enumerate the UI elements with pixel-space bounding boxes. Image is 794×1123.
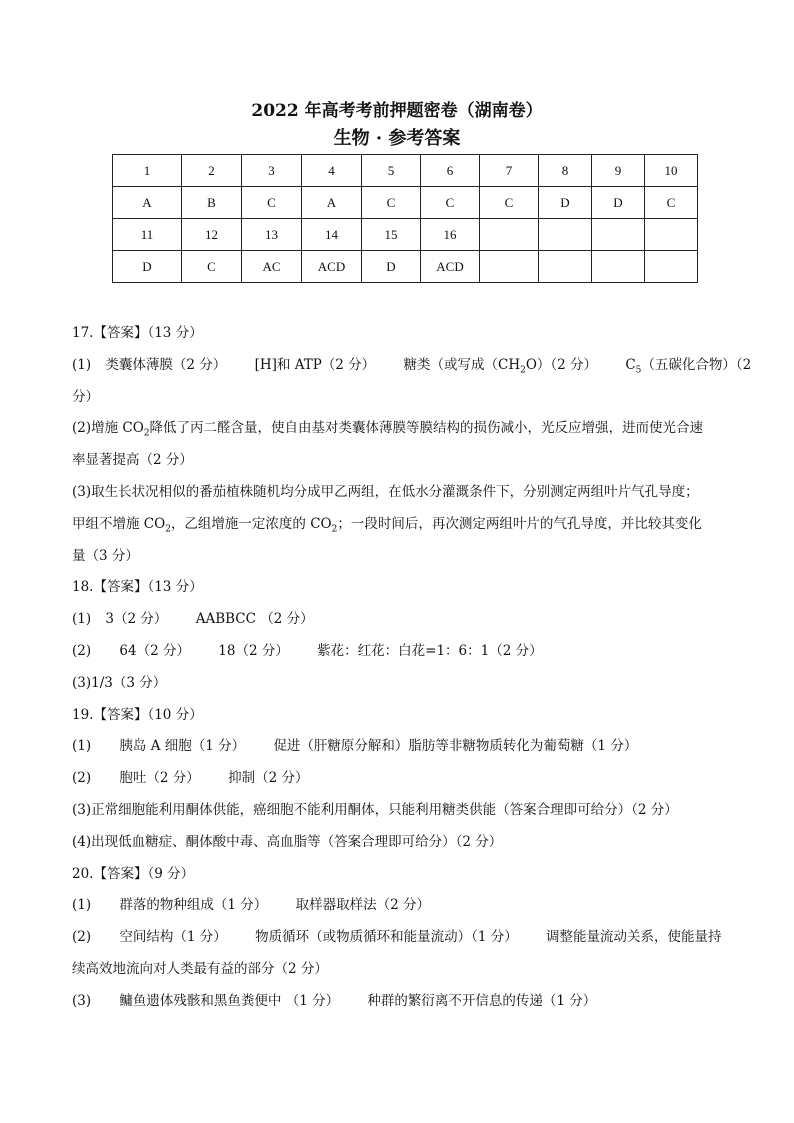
- q19-part1: [72, 731, 722, 763]
- q20-part2: [72, 922, 722, 954]
- answer-text: 类囊体薄膜（2 分）: [105, 356, 227, 373]
- answer-table-cell: A: [302, 187, 362, 219]
- q17-part3-cont: [72, 509, 722, 541]
- q18-part2: [72, 636, 722, 668]
- q17-part3: (3)取生长状况相似的番茄植株随机均分成甲乙两组，在低水分灌溉条件下，分别测定两组叶片气孔导度；: [72, 483, 699, 500]
- q19-part4: (4)出现低血糖症、酮体酸中毒、高血脂等（答案合理即可给分）（2 分）: [72, 833, 503, 850]
- answer-text: 空间结构（1 分）: [119, 929, 227, 946]
- answer-table-cell: 10: [645, 155, 698, 187]
- answer-table-cell: [480, 219, 539, 251]
- answer-text: 甲组不增施 CO: [72, 515, 166, 532]
- part-number: (2): [72, 770, 92, 787]
- q17-heading: 17.【答案】（13 分）: [72, 325, 203, 341]
- answer-table-cell: C: [362, 187, 421, 219]
- answer-text: C: [625, 356, 636, 373]
- subscript: 2: [165, 524, 171, 535]
- answer-table-cell: B: [182, 187, 242, 219]
- answer-text: 糖类（或写成（CH: [403, 356, 521, 373]
- answer-text: 降低了丙二醛含量，使自由基对类囊体薄膜等膜结构的损伤减小，光反应增强，进而使光合速: [149, 420, 704, 437]
- q17-part1: [72, 350, 752, 382]
- answer-text: 群落的物种组成（1 分）: [119, 897, 268, 914]
- q20-part3: [72, 986, 722, 1018]
- answer-table-cell: ACD: [302, 251, 362, 283]
- answer-table-cell: 3: [242, 155, 302, 187]
- answer-table-cell: 4: [302, 155, 362, 187]
- q20-part1: [72, 890, 722, 922]
- answer-table-cell: [592, 219, 645, 251]
- answer-text: 调整能量流动关系，使能量持: [546, 929, 722, 946]
- answer-text: 促进（肝糖原分解和）脂肪等非糖物质转化为葡萄糖（1 分）: [273, 738, 638, 755]
- answer-table: [112, 154, 698, 283]
- q19-part3: (3)正常细胞能利用酮体供能，癌细胞不能利用酮体，只能利用糖类供能（答案合理即可给分）（2 分）: [72, 801, 678, 818]
- q18-part1: [72, 604, 722, 636]
- answer-table-cell: D: [362, 251, 421, 283]
- answer-table-cell: ACD: [421, 251, 480, 283]
- q20-part2-cont: 续高效地流向对人类最有益的部分（2 分）: [72, 960, 328, 977]
- answer-text: 胰岛 A 细胞（1 分）: [119, 738, 246, 755]
- subscript: 2: [143, 429, 150, 440]
- q17-part2-cont: 率显著提高（2 分）: [72, 452, 193, 469]
- answer-table-cell: [592, 251, 645, 283]
- answer-table-cell: 11: [113, 219, 182, 251]
- answer-text: AABBCC （2 分）: [195, 611, 314, 628]
- answer-text: 物质循环（或物质循环和能量流动）（1 分）: [255, 929, 518, 946]
- part-number: (3): [72, 992, 92, 1009]
- answer-table-row: [113, 251, 698, 283]
- q17-part2: [72, 413, 722, 445]
- answer-table-cell: 8: [539, 155, 592, 187]
- answer-table-cell: 13: [242, 219, 302, 251]
- answer-text: [H]和 ATP（2 分）: [254, 356, 376, 373]
- page-subtitle: 生物 · 参考答案: [333, 128, 461, 149]
- q19-part2: [72, 763, 722, 795]
- answer-text: 抑制（2 分）: [228, 770, 309, 787]
- answer-table-cell: 6: [421, 155, 480, 187]
- answer-text: ；一段时间后，再次测定两组叶片的气孔导度，并比较其变化: [337, 515, 702, 532]
- answer-table-cell: C: [480, 187, 539, 219]
- answer-table-cell: [480, 251, 539, 283]
- subscript: 2: [331, 524, 338, 535]
- answer-text: 64（2 分）: [119, 642, 190, 659]
- q19-heading: 19.【答案】（10 分）: [72, 706, 203, 723]
- answer-table-cell: 14: [302, 219, 362, 251]
- part-number: (1): [72, 738, 92, 755]
- subscript: 2: [520, 365, 526, 376]
- part-number: (2): [72, 642, 92, 659]
- answer-table-cell: AC: [242, 251, 302, 283]
- answer-text: ，乙组增施一定浓度的 CO: [170, 515, 332, 532]
- answer-text: O）（2 分）: [525, 356, 598, 373]
- answer-text: 取样器取样法（2 分）: [295, 897, 430, 914]
- answer-table-cell: 15: [362, 219, 421, 251]
- q18-heading: 18.【答案】（13 分）: [72, 579, 203, 596]
- answer-text: （五碳化合物）（2: [641, 356, 752, 373]
- answer-text: 种群的繁衍离不开信息的传递（1 分）: [367, 992, 597, 1009]
- answer-table-row: [113, 187, 698, 219]
- answer-table-cell: [645, 219, 698, 251]
- answer-table-cell: 12: [182, 219, 242, 251]
- part-number: (2): [72, 929, 92, 946]
- part-number: (1): [72, 897, 92, 914]
- answer-table-cell: D: [539, 187, 592, 219]
- answer-text: 3（2 分）: [105, 611, 168, 628]
- answer-table-cell: A: [113, 187, 182, 219]
- answer-table-cell: D: [113, 251, 182, 283]
- answer-table-cell: 9: [592, 155, 645, 187]
- answer-table-cell: 16: [421, 219, 480, 251]
- q20-heading: 20.【答案】（9 分）: [72, 865, 195, 882]
- answer-table-cell: C: [182, 251, 242, 283]
- answer-table-cell: 2: [182, 155, 242, 187]
- q17-part1-cont: 分）: [72, 388, 99, 405]
- answer-table-cell: D: [592, 187, 645, 219]
- part-number: (1): [72, 356, 92, 373]
- page-title: 2022 年高考考前押题密卷（湖南卷）: [251, 101, 543, 121]
- answer-table-cell: [645, 251, 698, 283]
- q18-part3: (3)1/3（3 分）: [72, 674, 167, 691]
- subscript: 5: [635, 365, 642, 376]
- answer-text: 鳙鱼遗体残骸和黑鱼粪便中 （1 分）: [119, 992, 340, 1009]
- answer-table-cell: [539, 219, 592, 251]
- answer-table-cell: 7: [480, 155, 539, 187]
- q17-part3-end: 量（3 分）: [72, 547, 139, 564]
- answer-table-cell: C: [645, 187, 698, 219]
- answer-table-row: [113, 155, 698, 187]
- answer-text: 胞吐（2 分）: [119, 770, 200, 787]
- answer-table-cell: C: [421, 187, 480, 219]
- answer-table-cell: [539, 251, 592, 283]
- answer-text: (2)增施 CO: [72, 420, 144, 437]
- answer-table-cell: 1: [113, 155, 182, 187]
- answer-text: 18（2 分）: [218, 642, 289, 659]
- answer-text: 紫花：红花：白花=1：6：1（2 分）: [317, 642, 543, 659]
- answer-table-cell: 5: [362, 155, 421, 187]
- answer-table-row: [113, 219, 698, 251]
- part-number: (1): [72, 611, 92, 628]
- answer-content: [72, 318, 752, 1018]
- answer-table-cell: C: [242, 187, 302, 219]
